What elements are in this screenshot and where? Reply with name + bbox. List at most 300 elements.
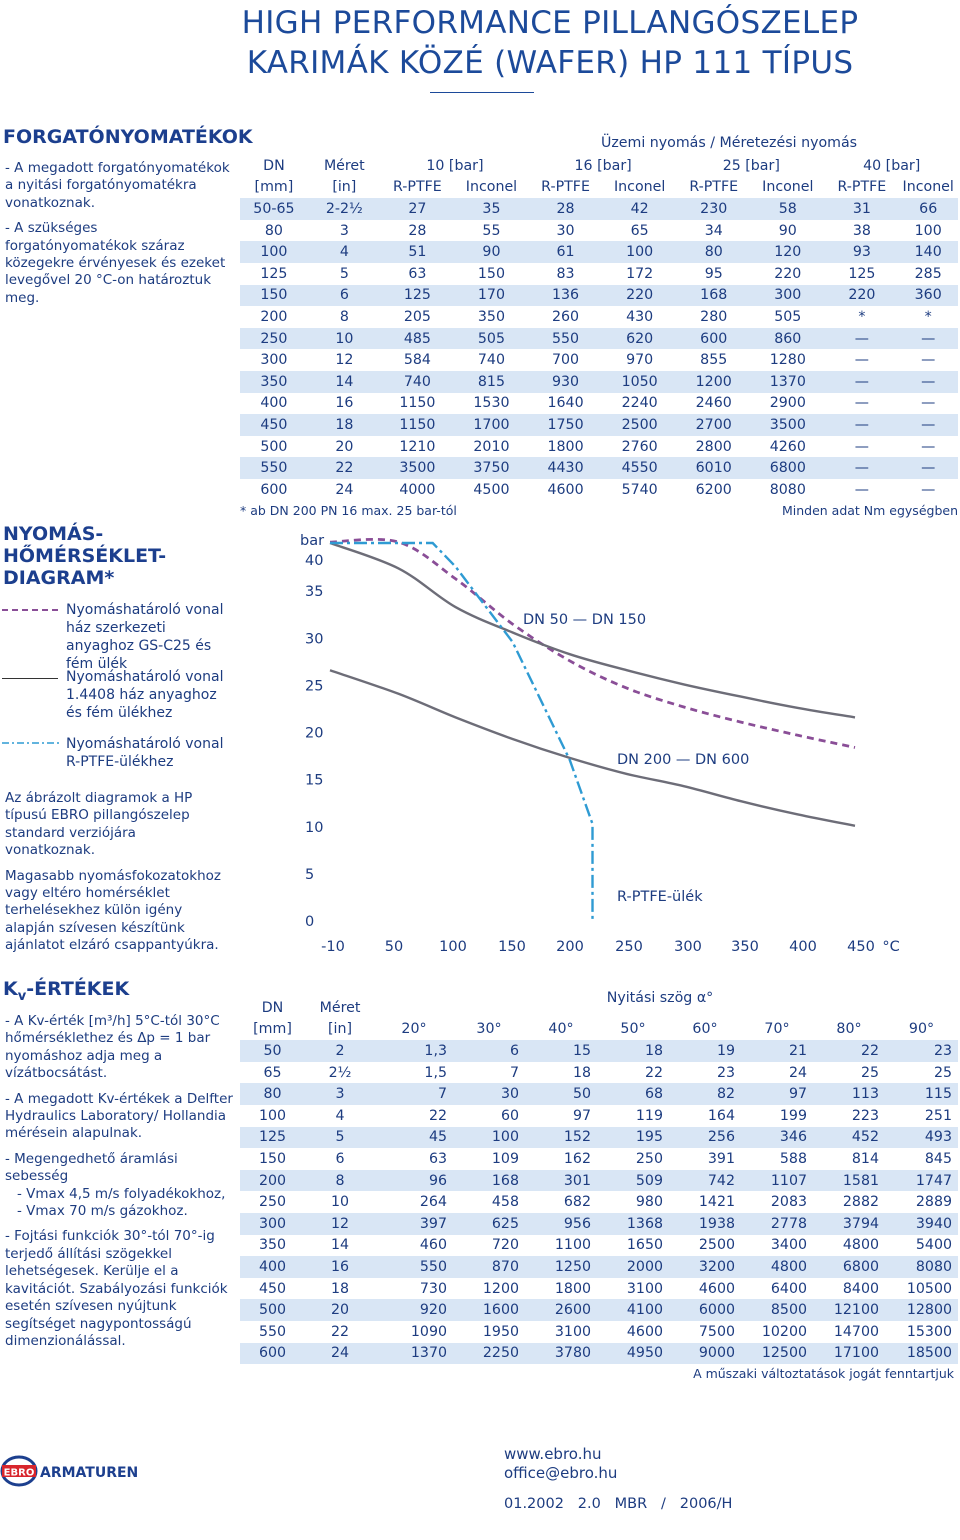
- table-cell: 264: [419, 1194, 447, 1211]
- table-cell: 4260: [769, 438, 806, 455]
- table-cell: 588: [779, 1150, 807, 1167]
- table-cell: 700: [552, 352, 580, 369]
- legend-dashed-line: [2, 609, 58, 611]
- table-cell: 27: [381, 198, 454, 220]
- kv-angle-col: 50°: [620, 1021, 646, 1038]
- table-cell: 1950: [482, 1323, 519, 1340]
- kv-angle-col: 90°: [908, 1021, 935, 1038]
- col-size: Méret: [323, 157, 365, 174]
- table-cell: 350: [477, 308, 505, 325]
- table-cell: 63: [428, 1150, 447, 1167]
- table-row: [240, 1343, 958, 1365]
- col-dn: DN: [263, 157, 285, 174]
- table-cell: 980: [635, 1194, 663, 1211]
- table-cell: 25: [860, 1064, 879, 1081]
- table-cell: 170: [454, 285, 529, 307]
- ebro-logo-mark: [0, 1455, 140, 1487]
- table-cell: 1600: [453, 1299, 525, 1321]
- table-cell: 15300: [906, 1323, 952, 1340]
- col-dn-unit: [mm]: [254, 179, 294, 196]
- table-cell: 1370: [375, 1343, 453, 1365]
- table-cell: 4100: [597, 1299, 669, 1321]
- table-row: [240, 349, 958, 371]
- table-cell: 2800: [695, 438, 732, 455]
- mat-inconel: Inconel: [465, 179, 518, 196]
- series-line-solid: [330, 670, 855, 826]
- table-row: [240, 328, 958, 350]
- table-cell: 4430: [529, 457, 602, 479]
- torque-note-2: - A szükséges forgatónyomatékok száraz közegekre érvényesek és ezeket levegővel 20 °C-on határoztuk meg.: [5, 220, 226, 306]
- table-cell: —: [921, 481, 936, 498]
- table-cell: 7: [509, 1064, 519, 1081]
- table-row: [240, 1148, 958, 1170]
- table-cell: 31: [825, 198, 898, 220]
- table-cell: 550: [529, 328, 602, 350]
- table-cell: 3200: [669, 1256, 741, 1278]
- table-cell: 3: [339, 222, 349, 239]
- table-cell: 100: [602, 241, 677, 263]
- torque-group-header: Üzemi nyomás / Méretezési nyomás: [600, 135, 858, 151]
- table-cell: 16: [335, 395, 354, 412]
- table-cell: —: [825, 457, 898, 479]
- table-cell: 90: [778, 222, 797, 239]
- table-cell: 2778: [741, 1213, 813, 1235]
- table-cell: 300: [750, 285, 825, 307]
- table-cell: 2500: [602, 414, 677, 436]
- table-cell: 30: [453, 1083, 525, 1105]
- mat-inconel: Inconel: [902, 179, 954, 196]
- table-cell: 16: [305, 1256, 375, 1278]
- table-cell: 35: [454, 198, 529, 220]
- table-cell: 8080: [885, 1256, 958, 1278]
- table-cell: 2083: [770, 1194, 807, 1211]
- table-cell: 6000: [669, 1299, 741, 1321]
- table-cell: 10: [308, 328, 381, 350]
- table-cell: 18: [330, 1280, 350, 1297]
- table-cell: 50: [525, 1083, 597, 1105]
- table-cell: 22: [428, 1107, 447, 1124]
- table-cell: 150: [477, 265, 505, 282]
- table-cell: 6400: [770, 1280, 807, 1297]
- mat-ptfe: R-PTFE: [541, 179, 590, 196]
- diagram-note-2: Magasabb nyomásfokozatokhoz vagy eltéro homérséklet terhelésekhez külön igény alapján szívesen készítünk ajánlatot elzáró csappantyúkra.: [5, 867, 221, 954]
- table-cell: 1,5: [424, 1064, 447, 1081]
- table-row: [240, 1062, 958, 1084]
- mat-ptfe: R-PTFE: [837, 179, 887, 196]
- page-subtitle: KARIMÁK KÖZÉ (WAFER) HP 111 TÍPUS: [246, 45, 854, 81]
- table-cell: —: [921, 352, 936, 369]
- col-p10: 10 [bar]: [426, 157, 484, 174]
- table-row: [240, 479, 958, 501]
- table-cell: 870: [453, 1256, 525, 1278]
- table-cell: —: [898, 371, 958, 393]
- y-tick-label: 15: [305, 772, 324, 789]
- table-cell: 1210: [399, 438, 436, 455]
- table-cell: 2250: [453, 1343, 525, 1365]
- table-cell: —: [921, 395, 936, 412]
- table-cell: 83: [556, 265, 575, 282]
- table-cell: 195: [597, 1127, 669, 1149]
- table-cell: 82: [669, 1083, 741, 1105]
- table-cell: 23: [885, 1040, 958, 1062]
- diagram-notes: [5, 790, 230, 963]
- table-cell: 2000: [597, 1256, 669, 1278]
- kv-note-2: - A megadott Kv-értékek a Delfter Hydraulics Laboratory/ Hollandia mérésein alapulnak.: [5, 1090, 233, 1142]
- table-row: [240, 1083, 958, 1105]
- table-cell: 814: [851, 1150, 879, 1167]
- table-cell: 10200: [761, 1323, 807, 1340]
- table-cell: 19: [669, 1040, 741, 1062]
- table-cell: 509: [597, 1170, 669, 1192]
- table-cell: 625: [453, 1213, 525, 1235]
- table-cell: 28: [529, 198, 602, 220]
- table-cell: 930: [529, 371, 602, 393]
- table-cell: 65: [630, 222, 649, 239]
- table-cell: 970: [626, 352, 654, 369]
- table-cell: 2010: [473, 438, 510, 455]
- table-cell: 1800: [547, 438, 584, 455]
- table-cell: 12800: [885, 1299, 958, 1321]
- kv-angle-col: 70°: [764, 1021, 790, 1038]
- table-cell: 1650: [626, 1237, 663, 1254]
- table-cell: 150: [240, 285, 308, 307]
- table-cell: 4600: [547, 481, 584, 498]
- table-cell: 6800: [750, 457, 825, 479]
- table-cell: 742: [669, 1170, 741, 1192]
- kv-col-dn-unit: [mm]: [253, 1021, 292, 1038]
- table-cell: 400: [260, 395, 288, 412]
- x-tick-label: 250: [615, 939, 643, 955]
- mat-inconel: Inconel: [613, 179, 666, 196]
- table-cell: —: [854, 352, 869, 369]
- table-cell: 505: [454, 328, 529, 350]
- y-tick-label: 25: [305, 678, 324, 695]
- table-cell: —: [854, 481, 869, 498]
- table-cell: 3: [305, 1083, 375, 1105]
- table-cell: 38: [852, 222, 871, 239]
- table-row: [240, 393, 958, 415]
- table-cell: 125: [381, 285, 454, 307]
- kv-heading: $K_v$-ÉRTÉKEK: [3, 978, 130, 1004]
- table-cell: 4500: [473, 481, 510, 498]
- table-cell: 682: [563, 1194, 591, 1211]
- table-cell: 450: [258, 1280, 287, 1297]
- table-cell: 1090: [410, 1323, 447, 1340]
- table-cell: —: [898, 457, 958, 479]
- table-cell: 200: [240, 1170, 305, 1192]
- x-tick-label: 450: [847, 939, 875, 955]
- table-cell: 125: [848, 265, 876, 282]
- y-tick-label: 40: [305, 553, 324, 569]
- table-cell: 845: [924, 1150, 952, 1167]
- torque-footnote: * ab DN 200 PN 16 max. 25 bar-tól: [240, 503, 457, 518]
- table-cell: 360: [898, 285, 958, 307]
- table-cell: 65: [263, 1064, 282, 1081]
- table-cell: 140: [898, 241, 958, 263]
- table-cell: 12: [305, 1213, 375, 1235]
- table-cell: 6800: [813, 1256, 885, 1278]
- table-cell: 4000: [399, 481, 436, 498]
- table-cell: 346: [741, 1127, 813, 1149]
- kv-angle-col: 20°: [401, 1021, 427, 1038]
- table-cell: 34: [704, 222, 723, 239]
- table-cell: —: [825, 414, 898, 436]
- table-cell: 730: [419, 1280, 447, 1297]
- kv-table: [240, 997, 958, 1364]
- table-cell: 300: [260, 352, 288, 369]
- table-cell: 45: [375, 1127, 453, 1149]
- table-cell: 1581: [813, 1170, 885, 1192]
- table-cell: 14: [308, 371, 381, 393]
- table-cell: 119: [635, 1107, 663, 1124]
- table-cell: 1200: [677, 371, 750, 393]
- table-cell: 450: [240, 414, 308, 436]
- email-link[interactable]: office@ebro.hu: [504, 1464, 618, 1482]
- table-cell: 58: [750, 198, 825, 220]
- table-cell: 172: [626, 265, 654, 282]
- table-cell: 550: [375, 1256, 453, 1278]
- table-cell: 600: [260, 481, 288, 498]
- table-cell: 4800: [741, 1256, 813, 1278]
- table-cell: 50: [240, 1040, 305, 1062]
- col-p40: 40 [bar]: [863, 157, 921, 174]
- table-cell: 80: [240, 1083, 305, 1105]
- y-tick-label: 35: [305, 584, 324, 601]
- y-tick-label: 5: [305, 866, 315, 883]
- table-cell: 391: [707, 1150, 735, 1167]
- table-row: [240, 1299, 958, 1321]
- table-cell: 301: [525, 1170, 597, 1192]
- table-cell: 2900: [769, 395, 806, 412]
- table-cell: 3940: [885, 1213, 958, 1235]
- table-cell: 815: [454, 371, 529, 393]
- table-cell: 1530: [473, 395, 510, 412]
- table-cell: 5400: [915, 1237, 952, 1254]
- table-cell: 720: [491, 1237, 519, 1254]
- logo-ebro-text: EBRO: [3, 1467, 35, 1479]
- table-cell: 1421: [698, 1194, 735, 1211]
- series-line-dashed: [330, 539, 855, 747]
- chart-lines: [330, 539, 855, 920]
- table-cell: 1938: [669, 1213, 741, 1235]
- table-row: [240, 1191, 958, 1213]
- table-cell: 260: [552, 308, 580, 325]
- table-cell: 505: [774, 308, 802, 325]
- x-tick-label: 350: [731, 939, 759, 955]
- title-rule: [430, 92, 534, 93]
- table-cell: 60: [500, 1107, 519, 1124]
- series-line-dash-dot: [330, 543, 593, 920]
- table-cell: 23: [716, 1064, 735, 1081]
- table-cell: 1150: [399, 395, 436, 412]
- table-cell: 20: [305, 1299, 375, 1321]
- table-cell: 500: [240, 1299, 305, 1321]
- table-cell: 6: [453, 1040, 525, 1062]
- table-cell: 500: [260, 438, 288, 455]
- table-cell: 42: [602, 198, 677, 220]
- table-cell: 168: [677, 285, 750, 307]
- table-cell: 66: [898, 198, 958, 220]
- table-cell: 164: [707, 1107, 735, 1124]
- table-cell: 8: [305, 1170, 375, 1192]
- contact-block: [504, 1445, 617, 1483]
- table-cell: 25: [933, 1064, 952, 1081]
- table-cell: 220: [825, 285, 898, 307]
- table-cell: 2240: [621, 395, 658, 412]
- table-row: [240, 220, 958, 242]
- logo-armaturen-text: ARMATUREN: [40, 1465, 139, 1481]
- table-cell: 740: [381, 371, 454, 393]
- table-cell: *: [858, 308, 866, 325]
- table-cell: 5: [305, 1127, 375, 1149]
- table-cell: 4550: [602, 457, 677, 479]
- table-cell: 3750: [454, 457, 529, 479]
- table-row: [240, 414, 958, 436]
- table-cell: 400: [240, 1256, 305, 1278]
- table-cell: 855: [700, 352, 728, 369]
- table-row: [240, 1256, 958, 1278]
- series-line-solid: [330, 543, 855, 717]
- table-cell: 8500: [741, 1299, 813, 1321]
- table-cell: 1640: [547, 395, 584, 412]
- table-cell: 4950: [597, 1343, 669, 1365]
- x-tick-label: 300: [674, 939, 702, 955]
- table-cell: 30: [556, 222, 575, 239]
- table-cell: 50-65: [240, 198, 308, 220]
- x-tick-label: 200: [556, 939, 584, 955]
- table-cell: 21: [741, 1040, 813, 1062]
- x-tick-label: °C: [882, 939, 900, 955]
- table-cell: 250: [258, 1194, 287, 1211]
- table-cell: 1100: [554, 1237, 591, 1254]
- table-cell: 136: [529, 285, 602, 307]
- table-cell: 17100: [813, 1343, 885, 1365]
- legend-3: Nyomáshatároló vonal R-PTFE-ülékhez: [66, 736, 224, 770]
- table-cell: 223: [851, 1107, 879, 1124]
- table-cell: 9000: [669, 1343, 741, 1365]
- table-cell: 3100: [626, 1280, 663, 1297]
- table-cell: 100: [914, 222, 942, 239]
- table-cell: 3400: [770, 1237, 807, 1254]
- diagram-note-1: Az ábrázolt diagramok a HP típusú EBRO pillangószelep standard verziójára vonatkoznak.: [5, 790, 193, 859]
- col-p16: 16 [bar]: [574, 157, 632, 174]
- table-cell: —: [854, 395, 869, 412]
- table-cell: 12: [335, 352, 354, 369]
- torque-note-1: - A megadott forgatónyomatékok a nyitási forgatónyomatékra vonatkoznak.: [5, 160, 230, 211]
- table-cell: 1370: [750, 371, 825, 393]
- table-cell: 280: [700, 308, 728, 325]
- table-cell: 1,3: [375, 1040, 453, 1062]
- table-cell: 22: [644, 1064, 663, 1081]
- table-cell: 230: [677, 198, 750, 220]
- table-cell: 430: [626, 308, 654, 325]
- table-cell: 6200: [695, 481, 732, 498]
- table-cell: 4: [335, 1107, 345, 1124]
- annotation-ptfe: R-PTFE-ülék: [617, 889, 703, 905]
- table-cell: 100: [453, 1127, 525, 1149]
- table-cell: 24: [335, 481, 354, 498]
- table-cell: 6: [335, 1150, 345, 1167]
- table-cell: 1150: [381, 414, 454, 436]
- doc-reference: 01.2002 2.0 MBR / 2006/H: [504, 1496, 733, 1512]
- table-cell: 18: [572, 1064, 591, 1081]
- torque-unit-note: Minden adat Nm egységben: [781, 503, 958, 518]
- y-tick-label: 20: [305, 725, 324, 742]
- table-cell: 10500: [906, 1280, 952, 1297]
- table-cell: 18: [597, 1040, 669, 1062]
- table-row: [240, 1213, 958, 1235]
- page-title: HIGH PERFORMANCE PILLANGÓSZELEP: [241, 5, 859, 41]
- table-cell: 100: [240, 241, 308, 263]
- table-row: [240, 1170, 958, 1192]
- kv-angle-col: 80°: [836, 1021, 862, 1038]
- legend-dashdot-line: [2, 740, 60, 746]
- table-cell: 1050: [602, 371, 677, 393]
- kv-footnote: A műszaki változtatások jogát fenntartjuk: [693, 1366, 954, 1381]
- kv-angle-header: Nyitási szög α°: [606, 990, 714, 1006]
- table-cell: —: [825, 371, 898, 393]
- website-link[interactable]: www.ebro.hu: [504, 1445, 602, 1463]
- table-cell: 740: [477, 352, 505, 369]
- table-cell: 460: [419, 1237, 447, 1254]
- table-cell: 6010: [677, 457, 750, 479]
- table-cell: 12500: [741, 1343, 813, 1365]
- table-cell: 2: [305, 1040, 375, 1062]
- diagram-legend: [0, 600, 235, 780]
- table-cell: 1700: [454, 414, 529, 436]
- pressure-temperature-chart: [245, 525, 960, 965]
- table-cell: 2889: [915, 1194, 952, 1211]
- table-row: [240, 1235, 958, 1257]
- table-row: [240, 241, 958, 263]
- table-row: [240, 263, 958, 285]
- table-cell: 1750: [529, 414, 602, 436]
- table-cell: 55: [482, 222, 501, 239]
- table-cell: 285: [914, 265, 942, 282]
- table-cell: 28: [408, 222, 427, 239]
- table-cell: 920: [375, 1299, 453, 1321]
- table-cell: 3794: [813, 1213, 885, 1235]
- table-cell: 3500: [381, 457, 454, 479]
- kv-angle-col: 60°: [692, 1021, 718, 1038]
- table-cell: 4600: [626, 1323, 663, 1340]
- kv-note-3: - Megengedhető áramlási sebesség: [5, 1150, 178, 1185]
- table-cell: *: [924, 308, 932, 325]
- torque-heading: FORGATÓNYOMATÉKOK: [3, 126, 253, 148]
- table-cell: 8400: [842, 1280, 879, 1297]
- table-cell: 250: [240, 328, 308, 350]
- table-cell: 550: [240, 457, 308, 479]
- table-cell: 7500: [698, 1323, 735, 1340]
- table-row: [240, 1278, 958, 1300]
- table-cell: 96: [375, 1170, 453, 1192]
- kv-notes: [5, 1013, 235, 1358]
- table-row: [240, 1040, 958, 1062]
- kv-col-size-unit: [in]: [327, 1021, 352, 1038]
- table-cell: 115: [885, 1083, 958, 1105]
- table-cell: 14700: [833, 1323, 879, 1340]
- x-tick-label: 150: [498, 939, 526, 955]
- table-cell: 61: [529, 241, 602, 263]
- ebro-logo: [0, 1455, 140, 1487]
- table-cell: 20: [335, 438, 354, 455]
- table-cell: 493: [885, 1127, 958, 1149]
- table-cell: 600: [677, 328, 750, 350]
- table-cell: 600: [240, 1343, 305, 1365]
- table-cell: 15: [525, 1040, 597, 1062]
- kv-angle-col: 40°: [548, 1021, 574, 1038]
- table-cell: 1200: [482, 1280, 519, 1297]
